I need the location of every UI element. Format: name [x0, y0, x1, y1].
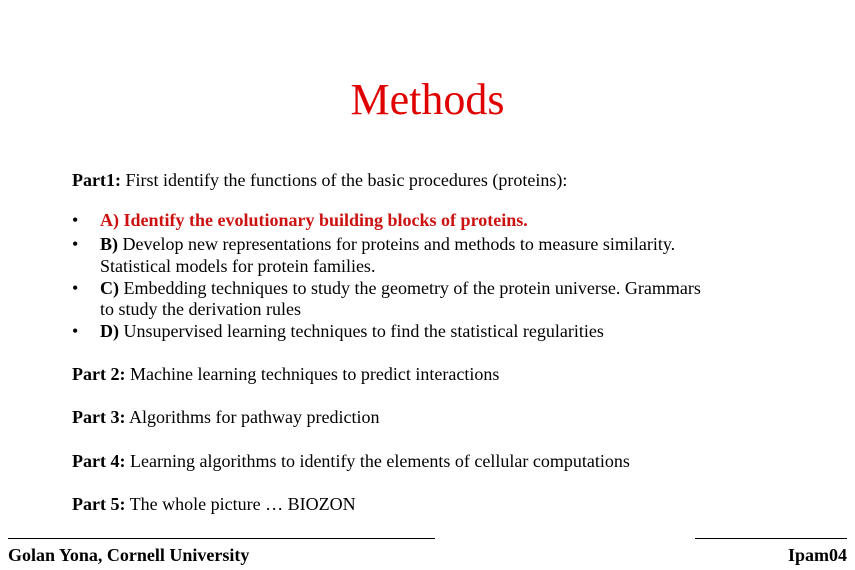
- bullet-d-label: D): [100, 321, 119, 341]
- bullet-dot: •: [72, 234, 79, 254]
- bullet-a-label: A): [100, 210, 119, 230]
- part3-text: Algorithms for pathway prediction: [129, 407, 380, 427]
- bullet-dot: •: [72, 210, 79, 230]
- bullet-a: [100, 210, 528, 231]
- part2-label: Part 2:: [72, 364, 126, 384]
- bullet-c: [100, 278, 701, 299]
- bullet-b: [100, 234, 675, 255]
- bullet-a-text: Identify the evolutionary building blocks of proteins.: [123, 210, 528, 230]
- bullet-b-label: B): [100, 234, 118, 254]
- part3-line: [72, 407, 379, 428]
- bullet-d: [100, 321, 604, 342]
- part2-text: Machine learning techniques to predict interactions: [129, 364, 500, 384]
- part1-label: Part1:: [72, 170, 121, 190]
- part1-line: [72, 170, 567, 191]
- part3-label: Part 3:: [72, 407, 126, 427]
- footer-venue: Ipam04: [787, 545, 847, 565]
- bullet-c-text: Embedding techniques to study the geometry of the protein universe. Grammars: [123, 278, 701, 298]
- page-title: Methods: [350, 75, 505, 124]
- footer-rule-right: [695, 538, 847, 539]
- part5-line: [72, 494, 356, 515]
- footer-author: Golan Yona, Cornell University: [8, 545, 250, 565]
- part5-label: Part 5:: [72, 494, 126, 514]
- part1-text: First identify the functions of the basic procedures (proteins):: [125, 170, 568, 190]
- bullet-b-text: Develop new representations for proteins and methods to measure similarity.: [122, 234, 676, 254]
- part4-text: Learning algorithms to identify the elements of cellular computations: [129, 451, 630, 471]
- bullet-d-text: Unsupervised learning techniques to find the statistical regularities: [123, 321, 604, 341]
- bullet-c-text-line2: to study the derivation rules: [100, 299, 301, 319]
- part2-line: [72, 364, 499, 385]
- bullet-b-text-line2: Statistical models for protein families.: [100, 256, 376, 276]
- part4-label: Part 4:: [72, 451, 126, 471]
- part4-line: [72, 451, 630, 472]
- bullet-dot: •: [72, 321, 79, 341]
- bullet-c-label: C): [100, 278, 119, 298]
- bullet-dot: •: [72, 278, 79, 298]
- part5-text: The whole picture … BIOZON: [129, 494, 356, 514]
- footer-rule-left: [8, 538, 435, 539]
